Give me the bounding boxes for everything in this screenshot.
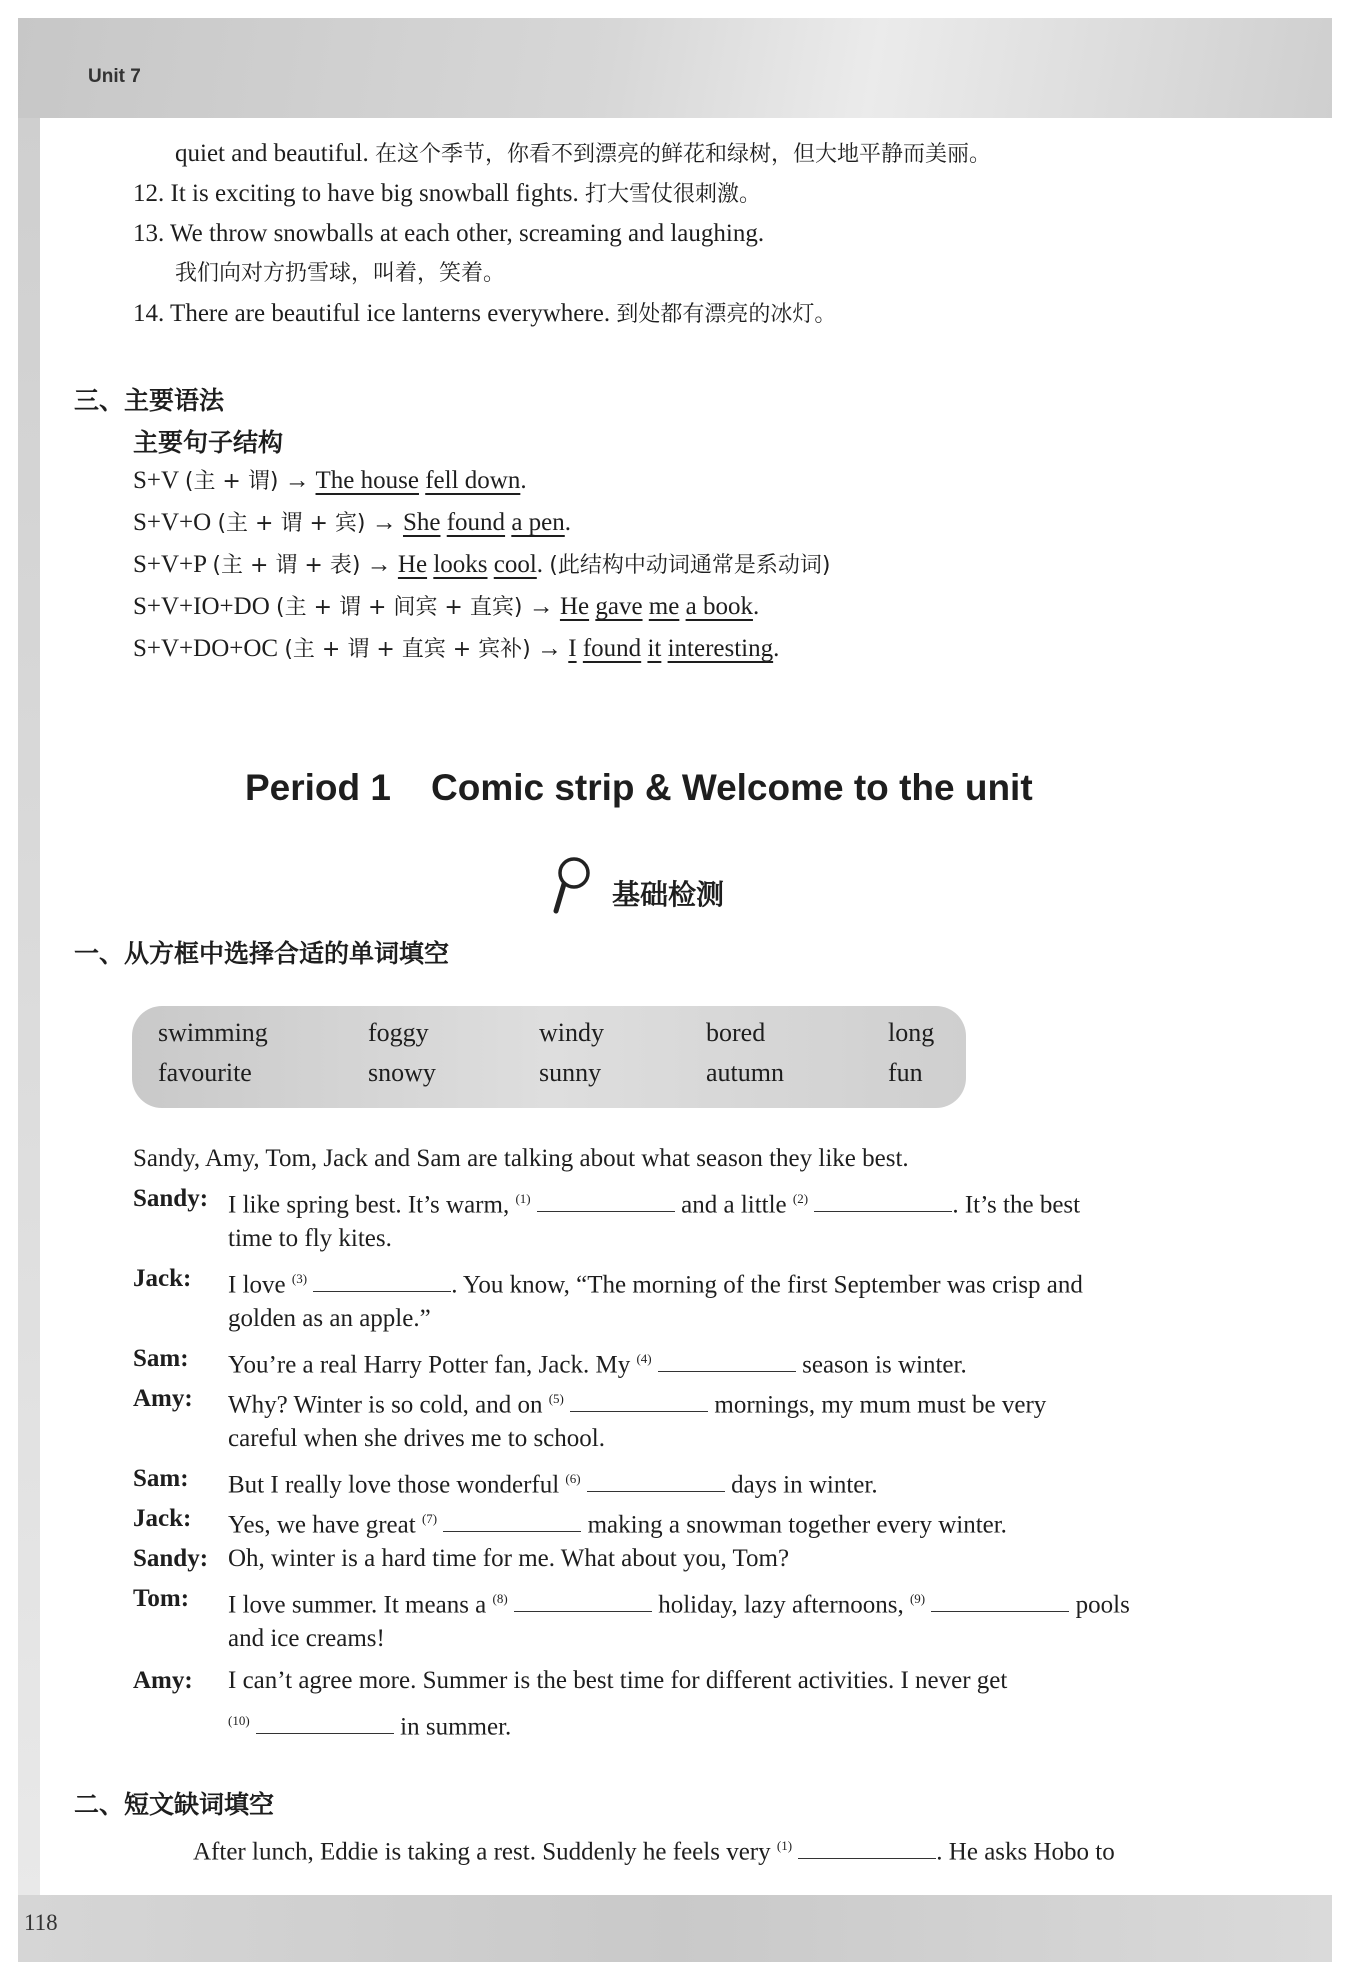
header-band <box>18 18 1332 118</box>
dialogue-line-cont: golden as an apple.” <box>228 1305 431 1332</box>
word-option: swimming <box>158 1018 268 1047</box>
speaker-label: Sandy: <box>133 1185 209 1212</box>
word-option: windy <box>539 1018 604 1047</box>
answer-blank[interactable] <box>658 1351 796 1372</box>
dialogue-line: I like spring best. It’s warm, $^{(1)}$ and a little $^{(2)}$ . It’s the best <box>228 1191 1081 1219</box>
dialogue-line-cont: $^{(10)}$ in summer. <box>228 1713 512 1741</box>
speaker-label: Jack: <box>133 1265 192 1292</box>
dialogue-line: I love summer. It means a $^{(8)}$ holiday, lazy afternoons, $^{(9)}$ pools <box>228 1591 1130 1619</box>
word-box <box>132 1006 966 1108</box>
basic-check-title <box>550 855 750 915</box>
structure-row-2: S+V+O (主 + 谓 + 宾) → She found a pen. <box>133 509 572 536</box>
word-option: sunny <box>539 1058 602 1087</box>
word-option: long <box>888 1018 935 1047</box>
sentence-13: 13. We throw snowballs at each other, screaming and laughing. <box>133 220 765 247</box>
word-option: foggy <box>368 1018 429 1047</box>
answer-blank[interactable] <box>256 1713 394 1734</box>
word-option: bored <box>706 1018 766 1047</box>
footer-band <box>18 1895 1332 1962</box>
answer-blank[interactable] <box>587 1471 725 1492</box>
answer-blank[interactable] <box>443 1511 581 1532</box>
dialogue-line-cont: and ice creams! <box>228 1625 385 1652</box>
structure-row-5: S+V+DO+OC (主 + 谓 + 直宾 + 宾补) → I found it interesting. <box>133 635 780 662</box>
dialogue-intro: Sandy, Amy, Tom, Jack and Sam are talking about what season they like best. <box>133 1145 909 1172</box>
speaker-label: Sandy: <box>133 1545 209 1572</box>
structure-row-4: S+V+IO+DO (主 + 谓 + 间宾 + 直宾) → He gave me a book. <box>133 593 760 620</box>
grammar-subheading: 主要句子结构 <box>133 428 284 457</box>
speaker-label: Amy: <box>133 1667 193 1694</box>
structure-row-3: S+V+P (主 + 谓 + 表) → He looks cool. (此结构中动词通常是系动词) <box>133 551 831 578</box>
page-number: 118 <box>24 1910 58 1935</box>
left-margin-strip <box>18 118 40 1898</box>
structure-row-1: S+V (主 + 谓) → The house fell down. <box>133 467 527 494</box>
answer-blank[interactable] <box>537 1191 675 1212</box>
period-title: Period 1 Comic strip & Welcome to the unit <box>245 767 1033 808</box>
dialogue-line: You’re a real Harry Potter fan, Jack. My $^{(4)}$ season is winter. <box>228 1351 967 1379</box>
word-option: snowy <box>368 1058 436 1087</box>
speaker-label: Amy: <box>133 1385 193 1412</box>
speaker-label: Jack: <box>133 1505 192 1532</box>
dialogue-line: Oh, winter is a hard time for me. What about you, Tom? <box>228 1545 790 1572</box>
exercise1-heading: 一、从方框中选择合适的单词填空 <box>74 939 450 968</box>
word-option: favourite <box>158 1058 252 1087</box>
dialogue-line-cont: time to fly kites. <box>228 1225 392 1252</box>
dialogue-line-cont: careful when she drives me to school. <box>228 1425 605 1452</box>
dialogue-line: Why? Winter is so cold, and on $^{(5)}$ mornings, my mum must be very <box>228 1391 1047 1419</box>
sentence-12: 12. It is exciting to have big snowball fights. 打大雪仗很刺激。 <box>133 180 762 207</box>
basic-check-label: 基础检测 <box>612 878 725 911</box>
answer-blank[interactable] <box>814 1191 952 1212</box>
dialogue-line: I can’t agree more. Summer is the best time for different activities. I never get <box>228 1667 1008 1694</box>
answer-blank[interactable] <box>514 1591 652 1612</box>
answer-blank[interactable] <box>931 1591 1069 1612</box>
speaker-label: Tom: <box>133 1585 190 1612</box>
speaker-label: Sam: <box>133 1465 189 1492</box>
sentence-11-cont: quiet and beautiful. 在这个季节，你看不到漂亮的鲜花和绿树，但大地平静而美丽。 <box>175 140 991 167</box>
exercise2-heading: 二、短文缺词填空 <box>74 1790 275 1819</box>
unit-label: Unit 7 <box>88 66 141 87</box>
sentence-14: 14. There are beautiful ice lanterns everywhere. 到处都有漂亮的冰灯。 <box>133 300 837 327</box>
cloze-passage-line: After lunch, Eddie is taking a rest. Suddenly he feels very $^{(1)}$ . He asks Hobo to <box>193 1838 1115 1866</box>
word-option: autumn <box>706 1058 784 1087</box>
sentence-13-translation: 我们向对方扔雪球，叫着，笑着。 <box>175 261 506 286</box>
word-option: fun <box>888 1058 923 1087</box>
answer-blank[interactable] <box>798 1838 936 1859</box>
magnifier-icon <box>550 855 594 915</box>
speaker-label: Sam: <box>133 1345 189 1372</box>
answer-blank[interactable] <box>313 1271 451 1292</box>
dialogue-line: I love $^{(3)}$ . You know, “The morning of the first September was crisp and <box>228 1271 1083 1299</box>
grammar-heading: 三、主要语法 <box>74 386 225 415</box>
dialogue-line: Yes, we have great $^{(7)}$ making a snowman together every winter. <box>228 1511 1007 1539</box>
dialogue-line: But I really love those wonderful $^{(6)}$ days in winter. <box>228 1471 878 1499</box>
answer-blank[interactable] <box>570 1391 708 1412</box>
